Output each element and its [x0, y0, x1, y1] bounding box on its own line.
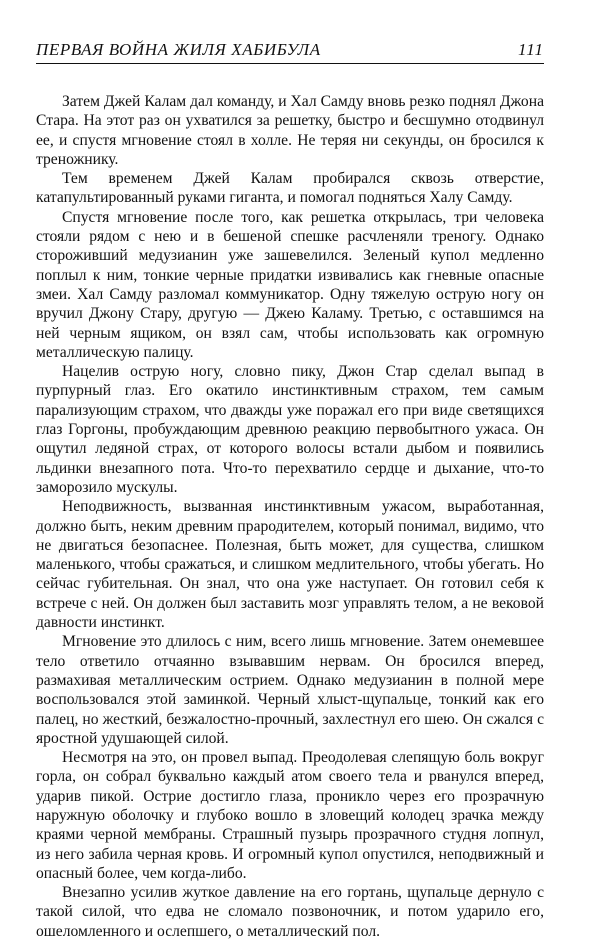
running-header — [36, 40, 544, 64]
paragraph: Несмотря на это, он провел выпад. Преодолевая слепящую боль вокруг горла, он собрал буквально каждый атом своего тела и рванулся вперед, ударив пикой. Острие достигло глаза, проникло через его прозрачную наружную оболочку и глубоко вошло в зловещий колодец зрачка между краями черной мембраны. Страшный пузырь прозрачного студня лопнул, из него забила черная кровь. И огромный купол опустился, неподвижный и опасный более, чем когда-либо. — [36, 749, 544, 882]
paragraph: Затем Джей Калам дал команду, и Хал Самду вновь резко поднял Джона Стара. На этот раз он ухватился за решетку, быстро и бесшумно отодвинул ее, и спустя мгновение стоял в холле. Не теряя ни секунды, он бросился к треножнику. — [36, 93, 544, 168]
running-title: ПЕРВАЯ ВОЙНА ЖИЛЯ ХАБИБУЛА — [36, 40, 321, 59]
paragraph: Спустя мгновение после того, как решетка открылась, три человека стояли рядом с нею и в бешеной спешке расчленяли треногу. Однако стороживший медузианин уже зашевелился. Зеленый купол медленно поплыл к ним, тонкие черные придатки извивались как гневные опасные змеи. Хал Самду разломал коммуникатор. Одну тяжелую острую ногу он вручил Джону Стару, другую — Джею Каламу. Третью, с оставшимся на ней черным ящиком, он взял сам, чтобы использовать как огромную металлическую палицу. — [36, 208, 544, 361]
paragraph: Тем временем Джей Калам пробирался сквозь отверстие, катапультированный руками гиганта, и помогал подняться Халу Самду. — [36, 170, 544, 207]
paragraph: Мгновение это длилось с ним, всего лишь мгновение. Затем онемевшее тело ответило отчаянно взывавшим нервам. Он бросился вперед, размахивая металлическим острием. Однако медузианин в полной мере воспользовался этой заминкой. Черный хлыст-щупальце, тонкий как его палец, но жесткий, безжалостно-прочный, захлестнул его шею. Он сжался с яростной удушающей силой. — [36, 633, 544, 747]
paragraph: Нацелив острую ногу, словно пику, Джон Стар сделал выпад в пурпурный глаз. Его окатило инстинктивным страхом, тем самым парализующим страхом, что дважды уже поражал его при виде светящихся глаз Горгоны, пробуждающим древнюю реакцию первобытного ужаса. Он ощутил ледяной страх, от которого волосы встали дыбом и появились льдинки внезапного пота. Что-то перехватило сердце и дыхание, что-то заморозило мускулы. — [36, 363, 544, 496]
paragraph: Внезапно усилив жуткое давление на его гортань, щупальце дернуло с такой силой, что едва не сломало позвоночник, и потом ударило его, ошеломленного и ослепшего, о металлический пол. — [36, 884, 544, 940]
page-number: 111 — [518, 40, 544, 59]
body-text — [36, 92, 544, 941]
book-page — [36, 40, 544, 941]
paragraph: Неподвижность, вызванная инстинктивным ужасом, выработанная, должно быть, неким древним прародителем, который понимал, видимо, что не двигаться безопаснее. Полезная, быть может, для существа, слишком маленького, чтобы сражаться, и слишком медлительного, чтобы убегать. Но сейчас губительная. Он знал, что она уже наступает. Он готовил себя к встрече с ней. Он должен был заставить мозг управлять телом, а не вековой давности инстинкт. — [36, 498, 544, 632]
